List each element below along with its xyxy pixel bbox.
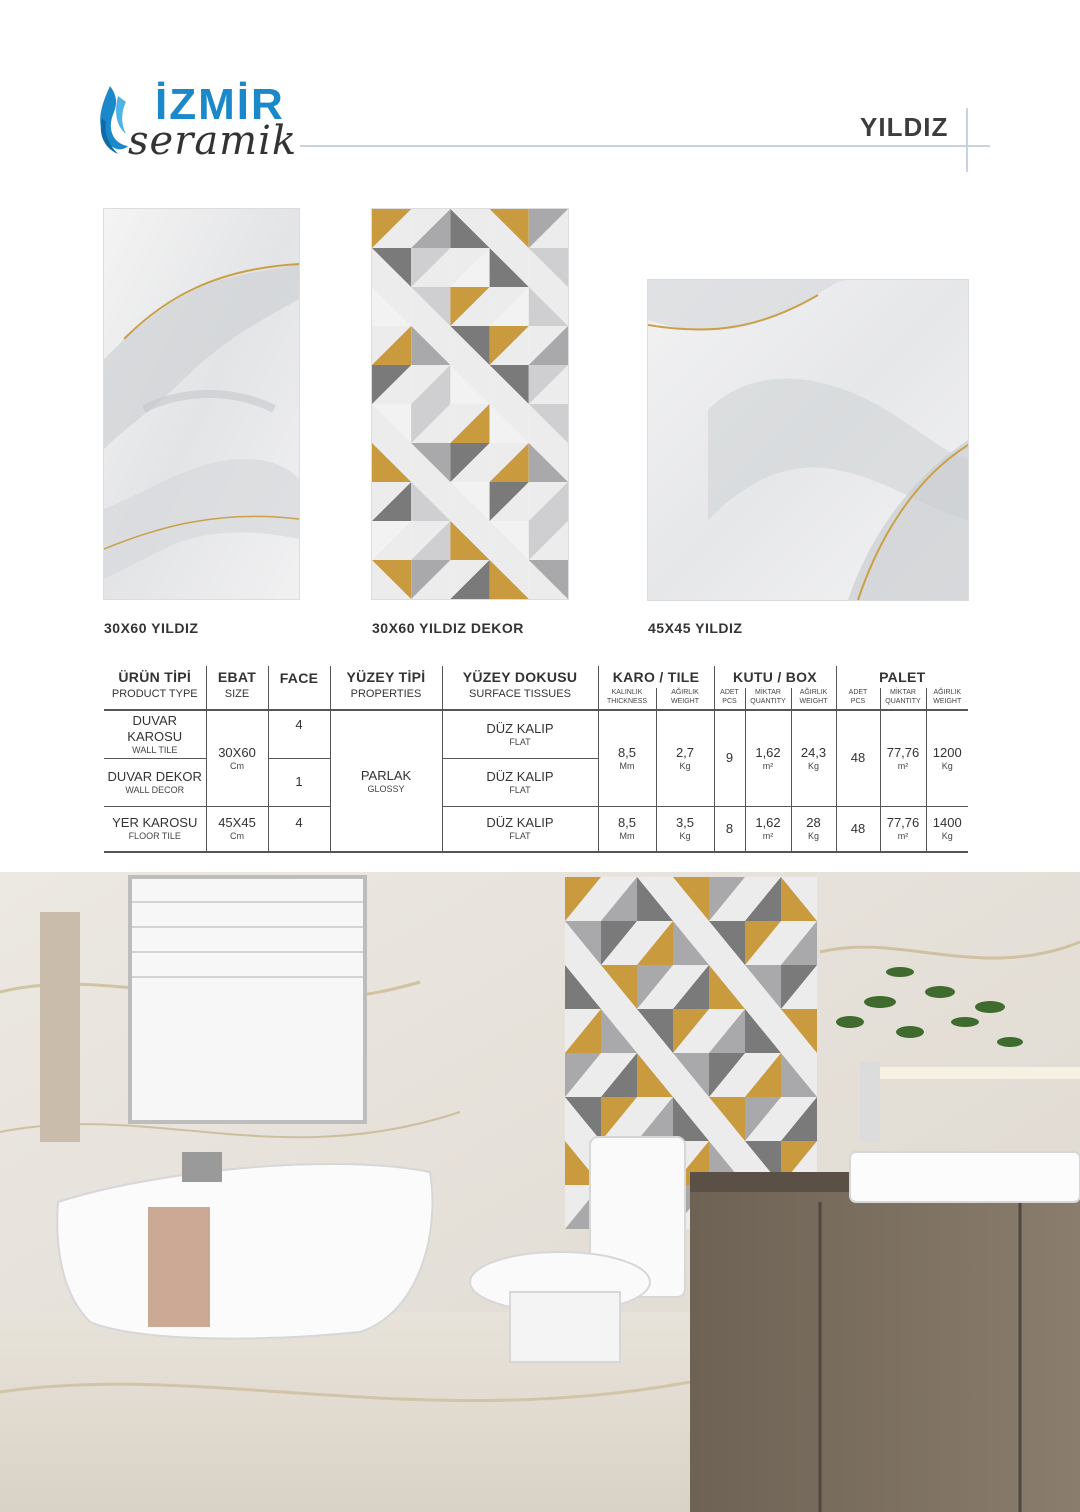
header-size: EBAT — [206, 666, 268, 688]
row-pallet-pcs: 48 — [836, 806, 880, 852]
row-thickness: 8,5 — [617, 815, 637, 831]
spec-table — [104, 666, 968, 853]
header-pallet-qty: MİKTAR — [880, 688, 926, 698]
row-thickness: 8,5 — [617, 744, 637, 760]
header-pallet-pcs-en: PCS — [836, 698, 880, 710]
header-face: FACE — [268, 666, 330, 710]
row-texture: DÜZ KALIP — [486, 768, 554, 784]
header-box-qty-en: QUANTITY — [745, 698, 791, 710]
header-pallet: PALET — [879, 669, 926, 685]
header-product-type: ÜRÜN TİPİ — [104, 666, 206, 688]
row-pallet-weight: 1200 — [932, 744, 962, 760]
row-pallet-pcs: 48 — [836, 710, 880, 806]
row-face: 4 — [268, 710, 330, 758]
header-product-type-en: PRODUCT TYPE — [104, 688, 206, 710]
tile-image-30x60-dekor — [372, 209, 568, 599]
row-size-unit: Cm — [230, 831, 244, 842]
header-rule — [300, 145, 990, 147]
row-box-qty-unit: m² — [762, 831, 774, 842]
header-box-weight-en: WEIGHT — [791, 698, 836, 710]
header-box-pcs: ADET — [714, 688, 745, 698]
row-box-weight-unit: Kg — [807, 760, 819, 771]
header-pallet-weight-en: WEIGHT — [933, 698, 962, 705]
brand-name-bottom: seramik — [128, 118, 298, 164]
row-thickness-unit: Mm — [619, 760, 635, 771]
row-pallet-qty: 77,76 — [886, 744, 920, 760]
tile-image-30x60 — [104, 209, 299, 599]
row-box-qty: 1,62 — [755, 744, 781, 760]
row-pallet-qty: 77,76 — [886, 815, 920, 831]
brand-name-top: İZMİR — [155, 80, 285, 129]
row-box-pcs: 8 — [714, 806, 745, 852]
header-box-weight: AĞIRLIK — [791, 688, 836, 698]
row-type: DUVAR KAROSU — [127, 712, 183, 744]
row-type-en: WALL DECOR — [125, 784, 185, 795]
tile-caption: 30X60 YILDIZ — [104, 620, 199, 636]
row-box-weight: 24,3 — [800, 744, 827, 760]
row-pallet-qty-unit: m² — [897, 831, 909, 842]
header-surface-type: YÜZEY TİPİ — [330, 666, 442, 688]
row-box-qty: 1,62 — [755, 815, 781, 831]
bathroom-scene-image — [0, 872, 1080, 1512]
header-surface-type-en: PROPERTIES — [330, 688, 442, 710]
header-tile-weight: AĞIRLIK — [656, 688, 714, 698]
header-tile-weight-en: WEIGHT — [656, 698, 714, 710]
header-size-en: SIZE — [206, 688, 268, 710]
row-texture-en: FLAT — [509, 831, 531, 842]
header-box-qty: MİKTAR — [745, 688, 791, 698]
table-row — [104, 806, 968, 852]
row-texture-en: FLAT — [509, 736, 531, 747]
header-pallet-qty-en: QUANTITY — [880, 698, 926, 710]
row-pallet-weight-unit: Kg — [941, 760, 953, 771]
header-box: KUTU / BOX — [714, 666, 836, 688]
header-pallet-pcs: ADET — [836, 688, 880, 698]
row-size: 30X60 — [218, 744, 256, 760]
row-box-pcs: 9 — [714, 710, 745, 806]
row-pallet-weight: 1400 — [932, 815, 962, 831]
row-size: 45X45 — [218, 815, 256, 831]
row-type: DUVAR DEKOR — [107, 768, 202, 784]
row-tile-weight-unit: Kg — [679, 831, 691, 842]
table-row — [104, 710, 968, 758]
row-pallet-qty-unit: m² — [897, 760, 909, 771]
row-face: 1 — [268, 758, 330, 806]
row-tile-weight-unit: Kg — [679, 760, 691, 771]
page-title: YILDIZ — [860, 112, 949, 142]
header-pallet-weight: AĞIRLIK — [933, 689, 962, 696]
row-box-weight-unit: Kg — [807, 831, 819, 842]
row-texture-en: FLAT — [509, 784, 531, 795]
row-thickness-unit: Mm — [619, 831, 635, 842]
tile-caption: 45X45 YILDIZ — [648, 620, 743, 636]
header-vertical-rule — [966, 108, 968, 172]
header-thickness: KALINLIK — [598, 688, 656, 698]
row-type-en: WALL TILE — [132, 744, 178, 755]
header-surface-texture-en: SURFACE TISSUES — [442, 688, 598, 710]
row-pallet-weight-unit: Kg — [941, 831, 953, 842]
header-thickness-en: THICKNESS — [598, 698, 656, 710]
header-surface-texture: YÜZEY DOKUSU — [442, 666, 598, 688]
row-type-en: FLOOR TILE — [128, 831, 181, 842]
header-box-pcs-en: PCS — [714, 698, 745, 710]
header-tile: KARO / TILE — [598, 666, 714, 688]
tile-caption: 30X60 YILDIZ DEKOR — [372, 620, 524, 636]
row-tile-weight: 3,5 — [675, 815, 695, 831]
row-surface-en: GLOSSY — [367, 783, 405, 794]
row-texture: DÜZ KALIP — [486, 720, 554, 736]
row-tile-weight: 2,7 — [675, 744, 695, 760]
row-box-weight: 28 — [806, 815, 821, 831]
row-size-unit: Cm — [230, 760, 244, 771]
row-texture: DÜZ KALIP — [486, 815, 554, 831]
row-surface: PARLAK — [360, 767, 412, 783]
row-type: YER KAROSU — [112, 815, 198, 831]
row-face: 4 — [268, 806, 330, 852]
row-box-qty-unit: m² — [762, 760, 774, 771]
tile-image-45x45 — [648, 280, 968, 600]
